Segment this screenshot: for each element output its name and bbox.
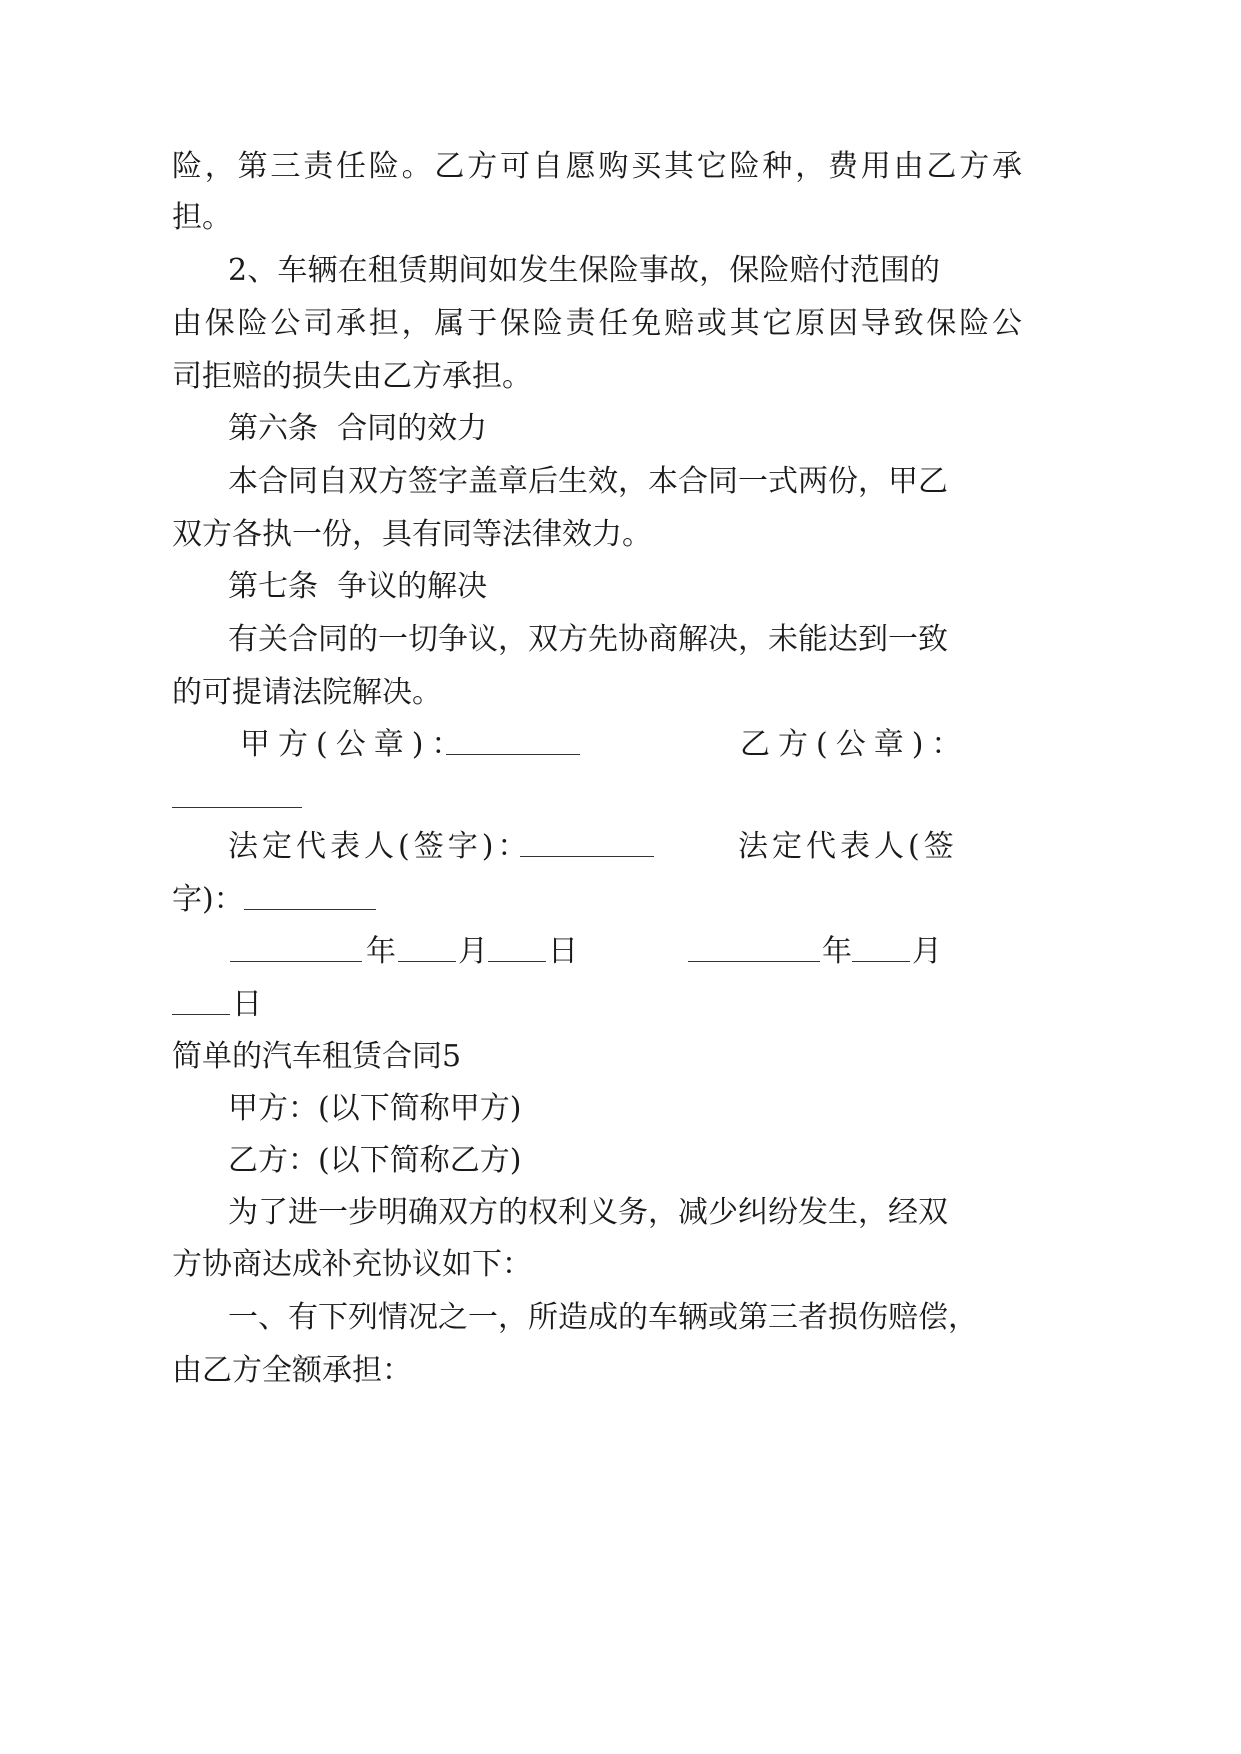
- date-b-day-blank: [172, 986, 230, 1015]
- section-heading: 第七条 争议的解决: [228, 569, 488, 604]
- party-b-seal-blank: [172, 779, 302, 808]
- rep-a-blank: [520, 828, 654, 857]
- date-b-day-label: 日: [232, 987, 262, 1022]
- rep-a-label: 法定代表人(签字)：: [228, 829, 532, 864]
- paragraph-line: 担。: [172, 200, 232, 235]
- party-a-seal-label: 甲方(公章)：: [240, 727, 470, 762]
- party-b-seal-label: 乙方(公章)：: [740, 727, 970, 762]
- date-b-year-blank: [688, 933, 820, 962]
- date-a-day-label: 日: [548, 934, 578, 969]
- party-a-seal-blank: [446, 726, 580, 755]
- date-a-year-label: 年: [366, 934, 396, 969]
- rep-b-blank: [244, 881, 376, 910]
- paragraph-line: 双方各执一份，具有同等法律效力。: [172, 517, 652, 552]
- paragraph-line: 由保险公司承担，属于保险责任免赔或其它原因导致保险公: [172, 306, 1022, 341]
- paragraph-line: 由乙方全额承担：: [172, 1353, 412, 1388]
- paragraph-line: 为了进一步明确双方的权利义务，减少纠纷发生，经双: [228, 1195, 948, 1230]
- date-b-month-blank: [852, 933, 910, 962]
- rep-b-label-cont: 字)：: [172, 882, 244, 917]
- date-a-month-blank: [398, 933, 456, 962]
- date-b-year-label: 年: [822, 934, 852, 969]
- paragraph-line: 的可提请法院解决。: [172, 675, 442, 710]
- date-b-month-label: 月: [912, 934, 942, 969]
- paragraph-line: 本合同自双方签字盖章后生效，本合同一式两份，甲乙: [228, 464, 948, 499]
- paragraph-line: 2、车辆在租赁期间如发生保险事故，保险赔付范围的: [228, 253, 940, 288]
- date-a-year-blank: [230, 933, 362, 962]
- party-a-line: 甲方：(以下简称甲方): [228, 1091, 522, 1126]
- paragraph-line: 有关合同的一切争议，双方先协商解决，未能达到一致: [228, 622, 948, 657]
- party-b-line: 乙方：(以下简称乙方): [228, 1143, 522, 1178]
- paragraph-line: 司拒赔的损失由乙方承担。: [172, 359, 532, 394]
- paragraph-line: 方协商达成补充协议如下：: [172, 1247, 532, 1282]
- date-a-day-blank: [488, 933, 546, 962]
- date-a-month-label: 月: [458, 934, 488, 969]
- section-title: 简单的汽车租赁合同5: [172, 1039, 462, 1074]
- paragraph-line: 一、有下列情况之一，所造成的车辆或第三者损伤赔偿，: [228, 1300, 978, 1335]
- section-heading: 第六条 合同的效力: [228, 411, 488, 446]
- paragraph-line: 险，第三责任险。乙方可自愿购买其它险种，费用由乙方承: [172, 149, 1022, 184]
- rep-b-label: 法定代表人(签: [738, 829, 958, 864]
